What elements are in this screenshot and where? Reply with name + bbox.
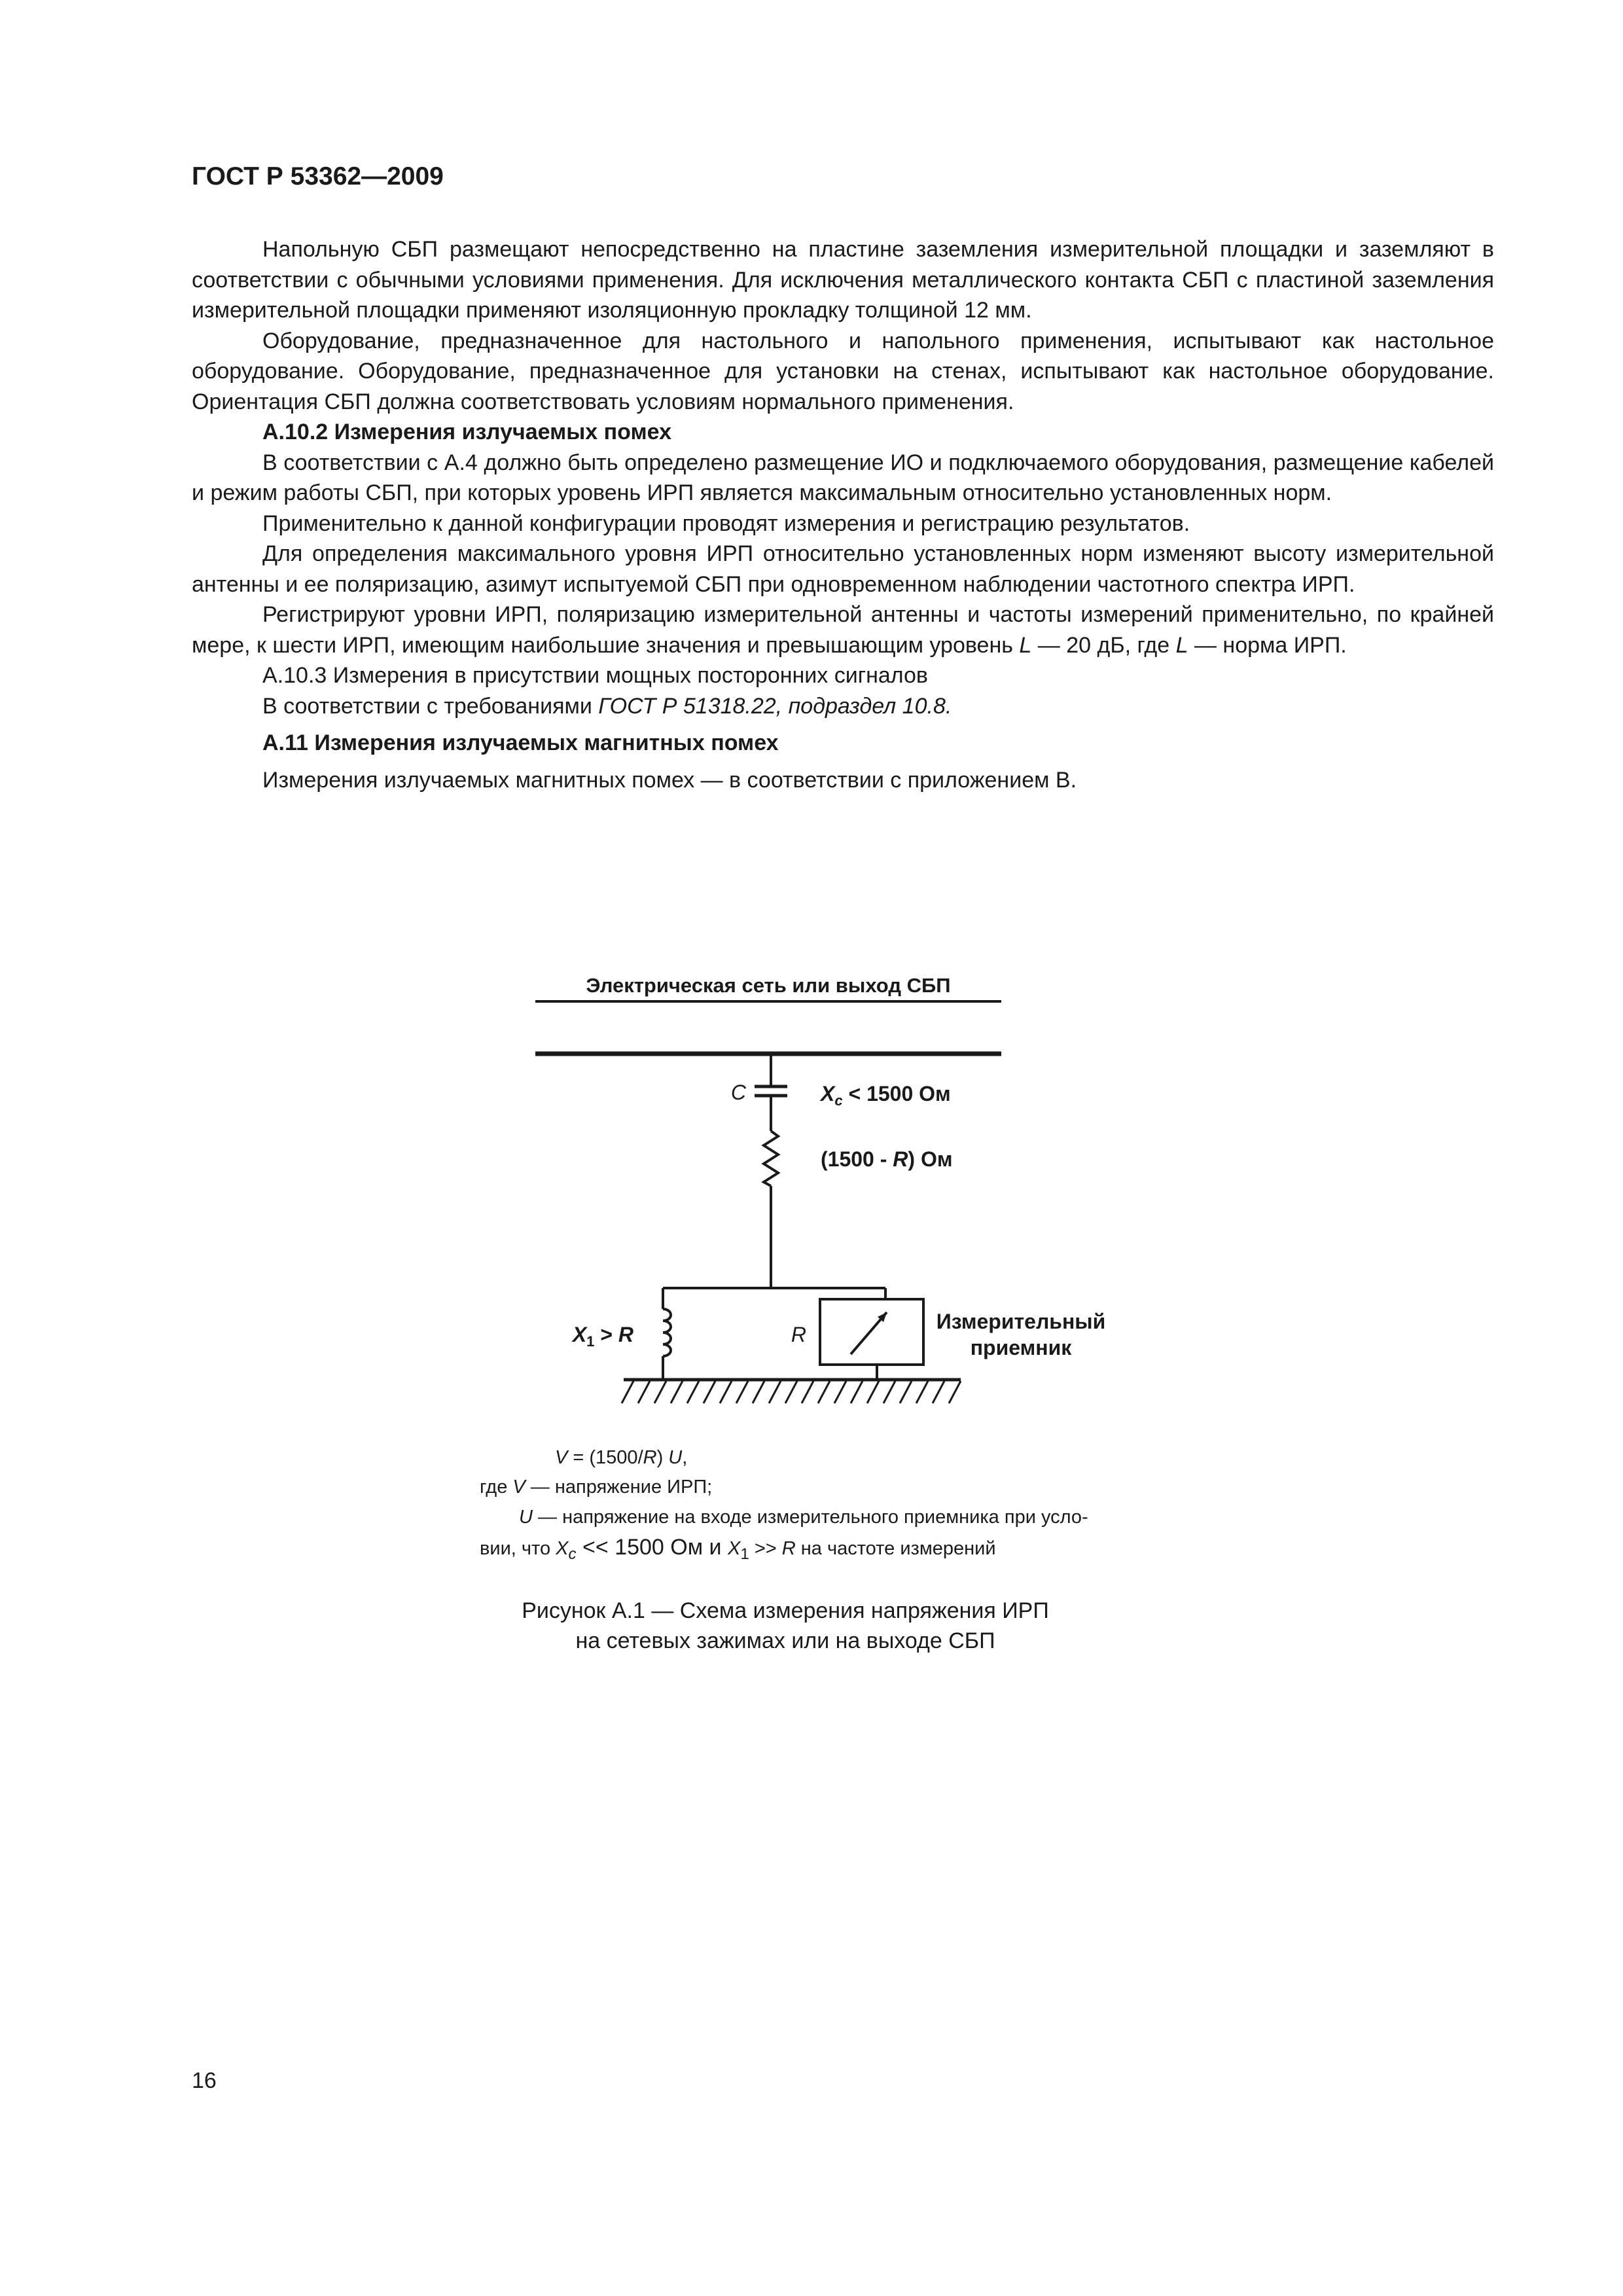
resistor-label: (1500 - R) Ом — [821, 1147, 953, 1171]
paragraph: Для определения максимального уровня ИРП относительно установленных норм изменяют высоту измерительной антенны и ее поляризацию, азимут испытуемой СБП при одновременном наблюдении частотного спектра ИРП. — [192, 541, 1494, 597]
paragraph: Оборудование, предназначенное для настольного и напольного применения, испытывают как настольное оборудование. Оборудование, предназначенное для установки на стенах, испытывают как настольное оборудование. Ориентация СБП должна соответствовать условиям нормального применения. — [192, 328, 1494, 414]
paragraph: Измерения излучаемых магнитных помех — в соответствии с приложением В. — [262, 767, 1077, 793]
page-number: 16 — [192, 2068, 217, 2093]
formula-definition: U — напряжение на входе измерительного приемника при усло- — [519, 1507, 1088, 1528]
formula-where: где V — напряжение ИРП; — [480, 1477, 713, 1498]
x1-label: $X_1 > R$ — [572, 1323, 633, 1350]
document-header: ГОСТ Р 53362—2009 — [192, 162, 444, 190]
paragraph: В соответствии с требованиями ГОСТ Р 51318.22, подраздел 10.8. — [262, 693, 952, 719]
receiver-label-line2: приемник — [970, 1336, 1072, 1359]
paragraph: В соответствии с А.4 должно быть определено размещение ИО и подключаемого оборудования, размещение кабелей и режим работы СБП, при которых уровень ИРП является максимальным относительно установленных норм. — [192, 450, 1494, 505]
standard-reference: ГОСТ Р 51318.22, подраздел 10.8. — [598, 693, 952, 719]
figure-caption: Рисунок А.1 — Схема измерения напряжения ИРП на сетевых зажимах или на выходе СБП — [522, 1598, 1049, 1653]
section-heading: А.10.2 Измерения излучаемых помех — [262, 420, 672, 444]
formula: V = (1500/R) U, — [555, 1447, 688, 1468]
paragraph: Регистрируют уровни ИРП, поляризацию измерительной антенны и частоты измерений применительно, по крайней мере, к шести ИРП, имеющим наибольшие значения и превышающим уровень L — 20 дБ, где L — норма ИРП. — [192, 602, 1494, 658]
inductor — [663, 1309, 671, 1356]
paragraph: Напольную СБП размещают непосредственно на пластине заземления измерительной площадки и заземляют в соответствии с обычными условиями применения. Для исключения металлического контакта СБП с пластиной заземления измерительной площадки применяют изоляционную прокладку толщиной 12 мм. — [192, 237, 1494, 323]
xc-label: $X_c < 1500$ Ом — [821, 1082, 951, 1109]
network-label: Электрическая сеть или выход СБП — [586, 974, 951, 997]
body-text — [192, 234, 1494, 795]
circuit-diagram — [458, 956, 1178, 1427]
paragraph: А.10.3 Измерения в присутствии мощных посторонних сигналов — [262, 663, 928, 688]
resistor — [764, 1131, 778, 1186]
formula-definition-cont: вии, что $X_c << 1500$ Ом и $X_1 >> R$ на частоте измерений — [480, 1535, 996, 1563]
paragraph: Применительно к данной конфигурации проводят измерения и регистрацию результатов. — [262, 511, 1190, 536]
capacitor-label: C — [730, 1081, 746, 1104]
ground-hatching — [622, 1381, 961, 1403]
r-label: R — [791, 1323, 806, 1346]
receiver-label-line1: Измерительный — [936, 1310, 1106, 1333]
section-heading: А.11 Измерения излучаемых магнитных помех — [262, 730, 779, 755]
receiver-box — [820, 1299, 923, 1365]
